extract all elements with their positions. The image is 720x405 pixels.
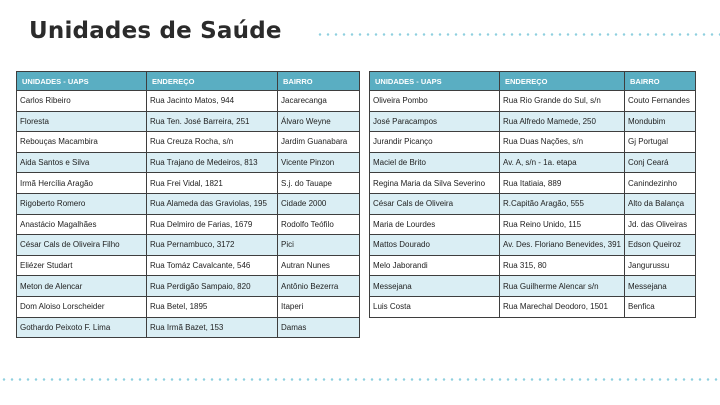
table-header-row bbox=[17, 72, 360, 91]
table-row bbox=[17, 193, 360, 214]
column-header-bairro: BAIRRO bbox=[625, 72, 696, 91]
column-header-endereco: ENDEREÇO bbox=[147, 72, 278, 91]
cell-endereco: Rua Alfredo Mamede, 250 bbox=[500, 111, 625, 132]
table-row bbox=[370, 193, 696, 214]
table-row bbox=[370, 91, 696, 112]
cell-bairro: Jd. das Oliveiras bbox=[625, 214, 696, 235]
table-row bbox=[17, 132, 360, 153]
table-row bbox=[17, 214, 360, 235]
cell-endereco: Rua Tomáz Cavalcante, 546 bbox=[147, 255, 278, 276]
cell-bairro: Pici bbox=[278, 235, 360, 256]
table-row bbox=[17, 152, 360, 173]
cell-endereco: Rua 315, 80 bbox=[500, 255, 625, 276]
cell-endereco: Rua Betel, 1895 bbox=[147, 296, 278, 317]
cell-bairro: Álvaro Weyne bbox=[278, 111, 360, 132]
cell-unidade: Jurandir Picanço bbox=[370, 132, 500, 153]
cell-endereco: Rua Reino Unido, 115 bbox=[500, 214, 625, 235]
cell-endereco: Rua Rio Grande do Sul, s/n bbox=[500, 91, 625, 112]
uaps-table-right bbox=[369, 71, 696, 318]
cell-unidade: Oliveira Pombo bbox=[370, 91, 500, 112]
column-header-endereco: ENDEREÇO bbox=[500, 72, 625, 91]
cell-endereco: Rua Itatiaia, 889 bbox=[500, 173, 625, 194]
cell-endereco: Rua Jacinto Matos, 944 bbox=[147, 91, 278, 112]
cell-bairro: Messejana bbox=[625, 276, 696, 297]
cell-bairro: Gj Portugal bbox=[625, 132, 696, 153]
cell-endereco: Rua Irmã Bazet, 153 bbox=[147, 317, 278, 338]
cell-unidade: César Cals de Oliveira Filho bbox=[17, 235, 147, 256]
cell-unidade: Irmã Hercília Aragão bbox=[17, 173, 147, 194]
cell-endereco: Av. A, s/n - 1a. etapa bbox=[500, 152, 625, 173]
cell-endereco: R.Capitão Aragão, 555 bbox=[500, 193, 625, 214]
cell-endereco: Rua Pernambuco, 3172 bbox=[147, 235, 278, 256]
column-header-bairro: BAIRRO bbox=[278, 72, 360, 91]
cell-unidade: Rebouças Macambira bbox=[17, 132, 147, 153]
cell-unidade: Melo Jaborandi bbox=[370, 255, 500, 276]
cell-bairro: Itaperi bbox=[278, 296, 360, 317]
cell-endereco: Rua Marechal Deodoro, 1501 bbox=[500, 296, 625, 317]
cell-bairro: Vicente Pinzon bbox=[278, 152, 360, 173]
cell-unidade: José Paracampos bbox=[370, 111, 500, 132]
table-row bbox=[17, 111, 360, 132]
cell-bairro: Rodolfo Teófilo bbox=[278, 214, 360, 235]
table-row bbox=[17, 173, 360, 194]
cell-bairro: S.j. do Tauape bbox=[278, 173, 360, 194]
table-row bbox=[370, 132, 696, 153]
table-row bbox=[370, 214, 696, 235]
uaps-table-left bbox=[16, 71, 360, 338]
cell-unidade: Mattos Dourado bbox=[370, 235, 500, 256]
column-header-unidade: UNIDADES - UAPS bbox=[370, 72, 500, 91]
cell-bairro: Edson Queiroz bbox=[625, 235, 696, 256]
cell-unidade: Carlos Ribeiro bbox=[17, 91, 147, 112]
cell-bairro: Jacarecanga bbox=[278, 91, 360, 112]
cell-bairro: Canindezinho bbox=[625, 173, 696, 194]
cell-bairro: Jardim Guanabara bbox=[278, 132, 360, 153]
column-header-unidade: UNIDADES - UAPS bbox=[17, 72, 147, 91]
cell-unidade: Maria de Lourdes bbox=[370, 214, 500, 235]
table-header-row bbox=[370, 72, 696, 91]
table-row bbox=[17, 235, 360, 256]
cell-unidade: Maciel de Brito bbox=[370, 152, 500, 173]
table-row bbox=[17, 296, 360, 317]
cell-endereco: Rua Ten. José Barreira, 251 bbox=[147, 111, 278, 132]
cell-bairro: Damas bbox=[278, 317, 360, 338]
cell-bairro: Cidade 2000 bbox=[278, 193, 360, 214]
table-row bbox=[370, 235, 696, 256]
cell-bairro: Jangurussu bbox=[625, 255, 696, 276]
cell-bairro: Autran Nunes bbox=[278, 255, 360, 276]
cell-endereco: Rua Duas Nações, s/n bbox=[500, 132, 625, 153]
cell-unidade: Gothardo Peixoto F. Lima bbox=[17, 317, 147, 338]
table-row bbox=[370, 255, 696, 276]
table-row bbox=[370, 152, 696, 173]
cell-unidade: César Cals de Oliveira bbox=[370, 193, 500, 214]
table-row bbox=[17, 255, 360, 276]
cell-unidade: Meton de Alencar bbox=[17, 276, 147, 297]
cell-bairro: Antônio Bezerra bbox=[278, 276, 360, 297]
cell-endereco: Av. Des. Floriano Benevides, 391 bbox=[500, 235, 625, 256]
table-row bbox=[370, 111, 696, 132]
cell-endereco: Rua Delmiro de Farias, 1679 bbox=[147, 214, 278, 235]
table-row bbox=[370, 276, 696, 297]
cell-endereco: Rua Frei Vidal, 1821 bbox=[147, 173, 278, 194]
cell-endereco: Rua Perdigão Sampaio, 820 bbox=[147, 276, 278, 297]
cell-bairro: Mondubim bbox=[625, 111, 696, 132]
table-row bbox=[370, 173, 696, 194]
cell-unidade: Regina Maria da Silva Severino bbox=[370, 173, 500, 194]
cell-endereco: Rua Alameda das Graviolas, 195 bbox=[147, 193, 278, 214]
cell-bairro: Couto Fernandes bbox=[625, 91, 696, 112]
cell-bairro: Alto da Balança bbox=[625, 193, 696, 214]
dotted-divider-bottom bbox=[0, 378, 720, 381]
cell-unidade: Aida Santos e Silva bbox=[17, 152, 147, 173]
cell-bairro: Benfica bbox=[625, 296, 696, 317]
cell-unidade: Anastácio Magalhães bbox=[17, 214, 147, 235]
page-title: Unidades de Saúde bbox=[29, 18, 282, 44]
cell-unidade: Eliézer Studart bbox=[17, 255, 147, 276]
cell-unidade: Messejana bbox=[370, 276, 500, 297]
cell-unidade: Floresta bbox=[17, 111, 147, 132]
table-row bbox=[370, 296, 696, 317]
cell-unidade: Dom Aloiso Lorscheider bbox=[17, 296, 147, 317]
dotted-divider-top bbox=[316, 33, 720, 36]
cell-unidade: Rigoberto Romero bbox=[17, 193, 147, 214]
table-row bbox=[17, 276, 360, 297]
cell-endereco: Rua Trajano de Medeiros, 813 bbox=[147, 152, 278, 173]
cell-bairro: Conj Ceará bbox=[625, 152, 696, 173]
table-row bbox=[17, 91, 360, 112]
cell-endereco: Rua Creuza Rocha, s/n bbox=[147, 132, 278, 153]
cell-unidade: Luis Costa bbox=[370, 296, 500, 317]
table-row bbox=[17, 317, 360, 338]
cell-endereco: Rua Guilherme Alencar s/n bbox=[500, 276, 625, 297]
